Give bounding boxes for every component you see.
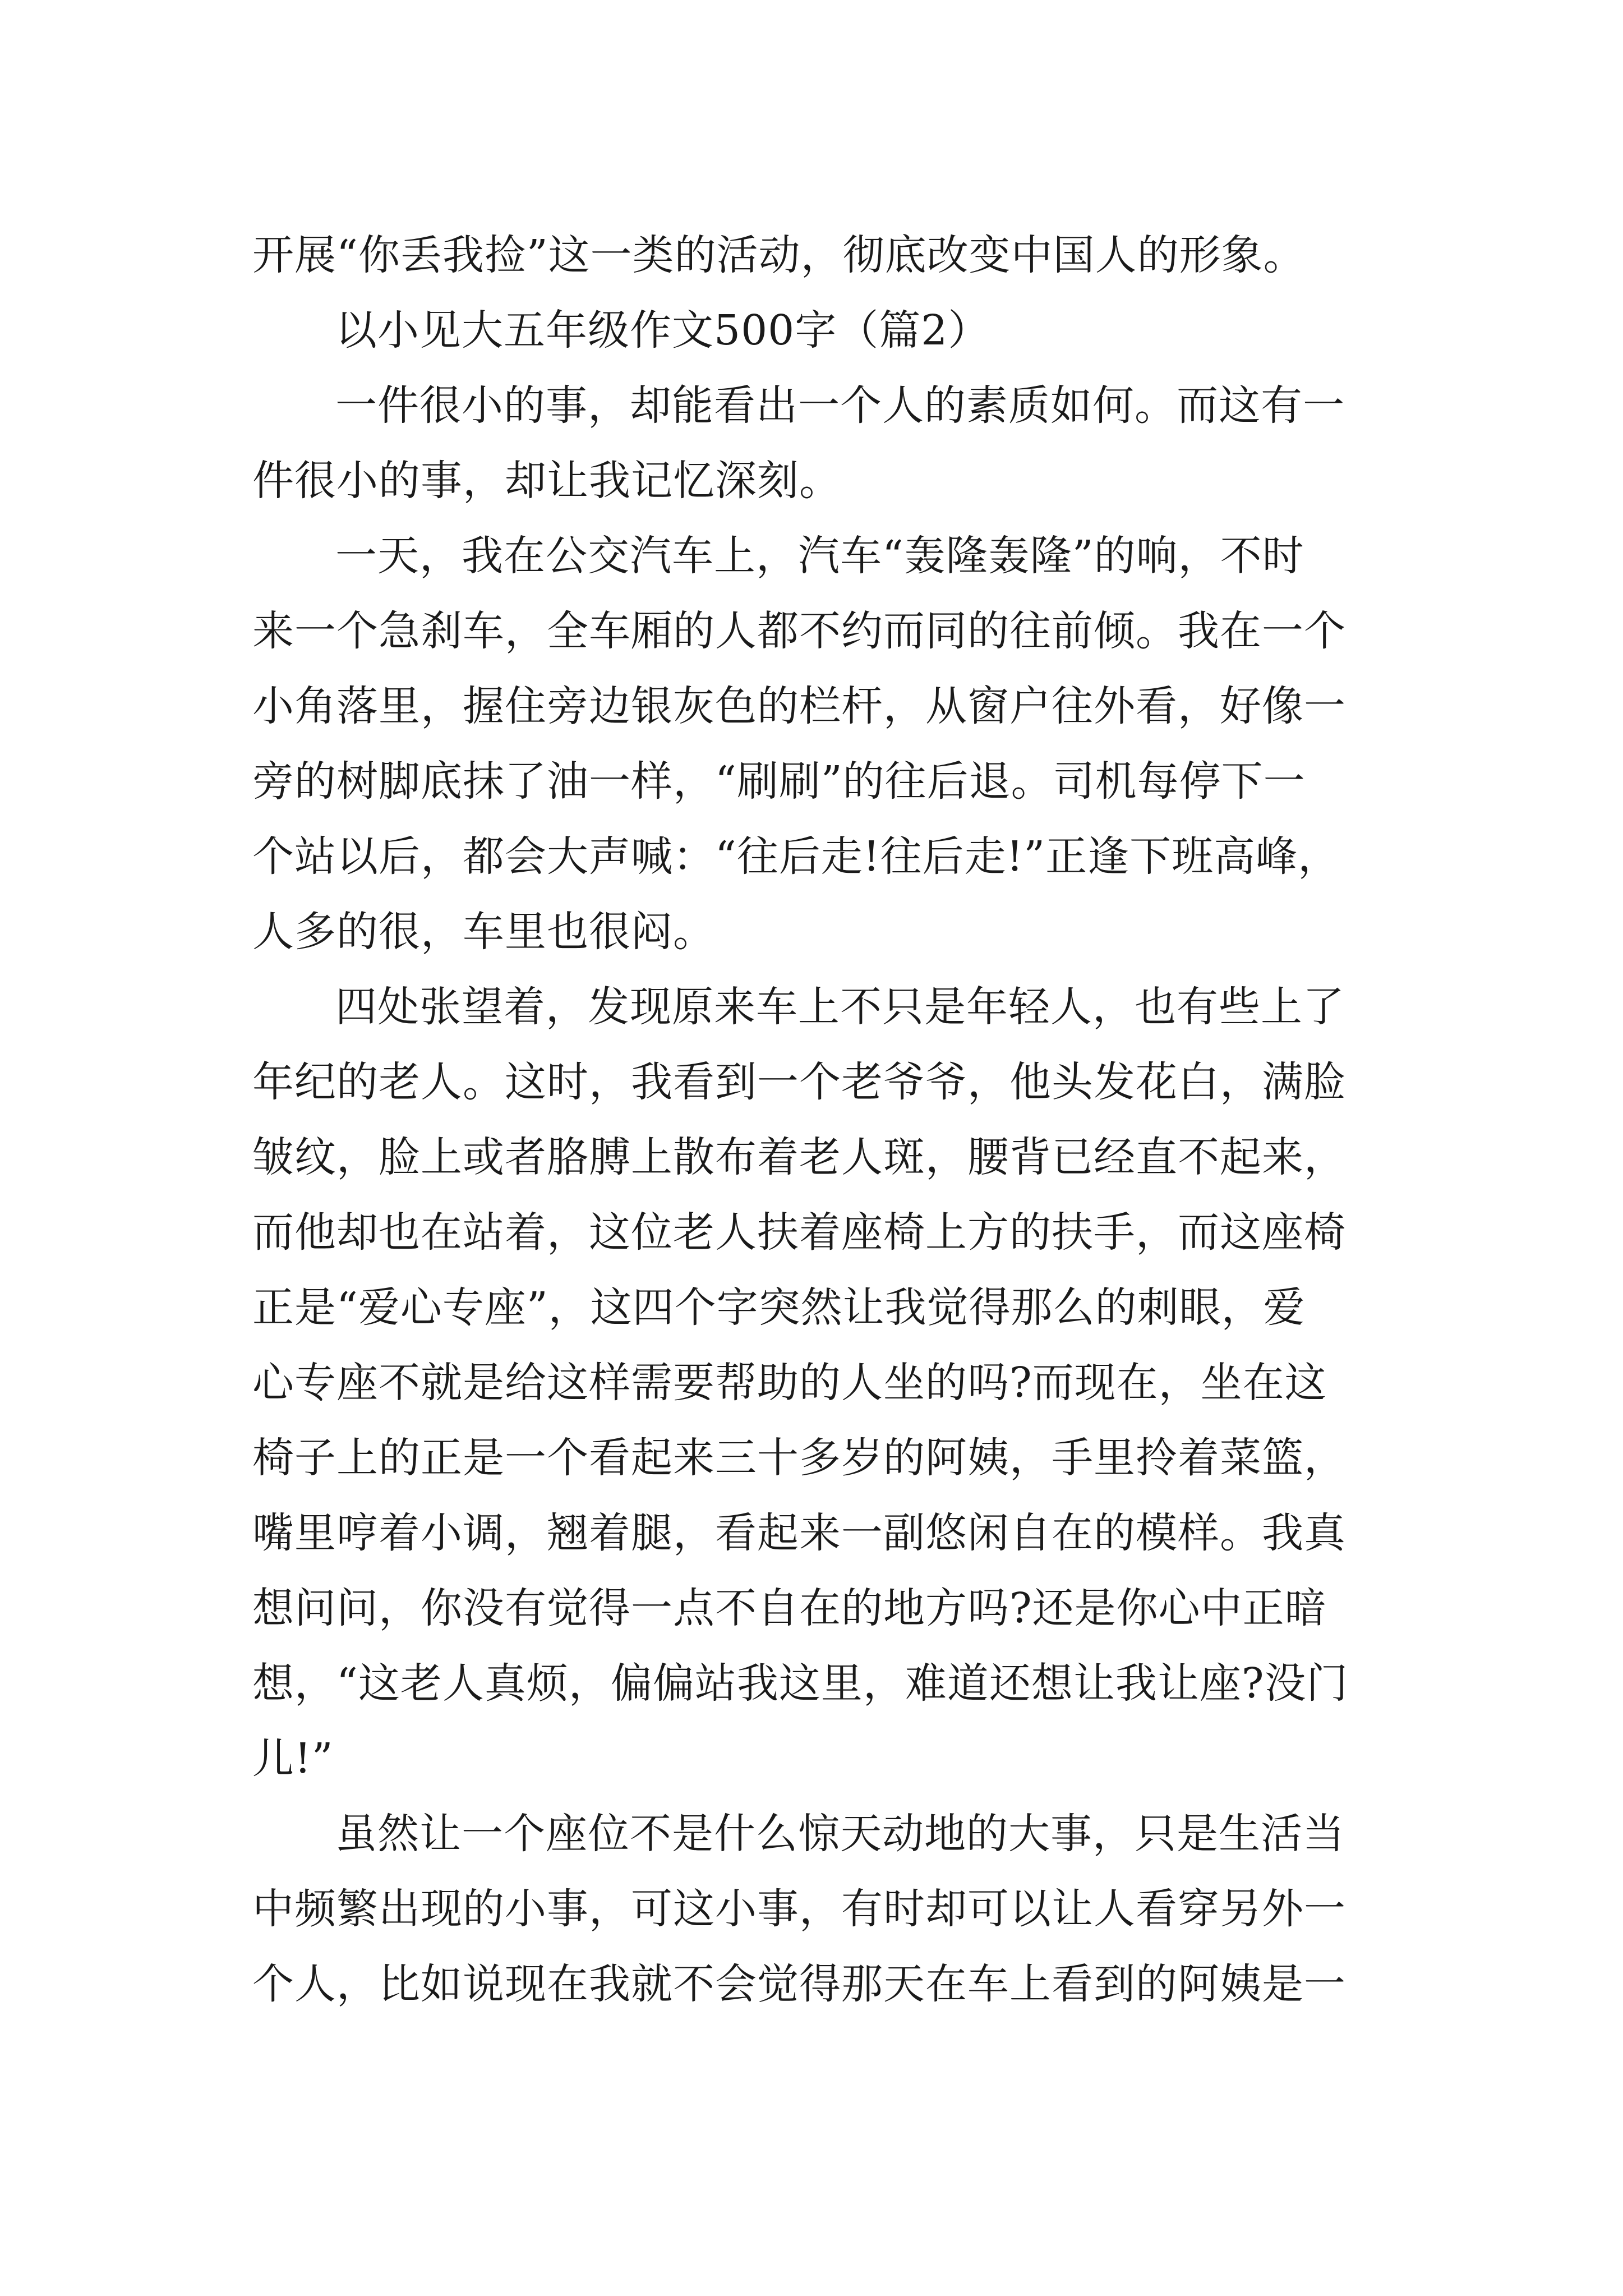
paragraph-line: 想，“这老人真烦，偏偏站我这里，难道还想让我让座?没门: [252, 1659, 1349, 1708]
paragraph-line: 个人，比如说现在我就不会觉得那天在车上看到的阿姨是一: [252, 1960, 1346, 2008]
essay-body: [252, 218, 1380, 2022]
paragraph-line: 年纪的老人。这时，我看到一个老爷爷，他头发花白，满脸: [252, 1058, 1346, 1106]
paragraph-line: 中频繁出现的小事，可这小事，有时却可以让人看穿另外一: [252, 1885, 1346, 1933]
paragraph-line: 来一个急刹车，全车厢的人都不约而同的往前倾。我在一个: [252, 607, 1346, 655]
paragraph-line: 儿!”: [252, 1734, 334, 1783]
paragraph-line: 四处张望着，发现原来车上不只是年轻人，也有些上了: [335, 983, 1345, 1031]
paragraph-line: 一件很小的事，却能看出一个人的素质如何。而这有一: [335, 381, 1345, 430]
paragraph-line: 人多的很，车里也很闷。: [252, 908, 715, 956]
paragraph-line: 心专座不就是给这样需要帮助的人坐的吗?而现在，坐在这: [252, 1359, 1327, 1407]
paragraph-line: 正是“爱心专座”，这四个字突然让我觉得那么的刺眼，爱: [252, 1283, 1306, 1332]
paragraph-line: 旁的树脚底抹了油一样，“刷刷”的往后退。司机每停下一: [252, 757, 1306, 806]
paragraph-line: 椅子上的正是一个看起来三十多岁的阿姨，手里拎着菜篮，: [252, 1434, 1346, 1482]
paragraph-line: 而他却也在站着，这位老人扶着座椅上方的扶手，而这座椅: [252, 1208, 1346, 1257]
paragraph-line: 件很小的事，却让我记忆深刻。: [252, 457, 841, 505]
paragraph-line: 皱纹，脸上或者胳膊上散布着老人斑，腰背已经直不起来，: [252, 1133, 1346, 1181]
paragraph-line: 个站以后，都会大声喊：“往后走!往后走!”正逢下班高峰，: [252, 832, 1340, 881]
paragraph-line: 开展“你丢我捡”这一类的活动，彻底改变中国人的形象。: [252, 231, 1306, 279]
paragraph-line: 一天，我在公交汽车上，汽车“轰隆轰隆”的响，不时: [335, 532, 1304, 580]
paragraph-line: 想问问，你没有觉得一点不自在的地方吗?还是你心中正暗: [252, 1584, 1327, 1632]
section-heading: 以小见大五年级作文500字（篇2）: [335, 306, 990, 355]
paragraph-line: 嘴里哼着小调，翘着腿，看起来一副悠闲自在的模样。我真: [252, 1509, 1346, 1557]
paragraph-line: 小角落里，握住旁边银灰色的栏杆，从窗户往外看，好像一: [252, 682, 1346, 730]
paragraph-line: 虽然让一个座位不是什么惊天动地的大事，只是生活当: [335, 1810, 1345, 1858]
